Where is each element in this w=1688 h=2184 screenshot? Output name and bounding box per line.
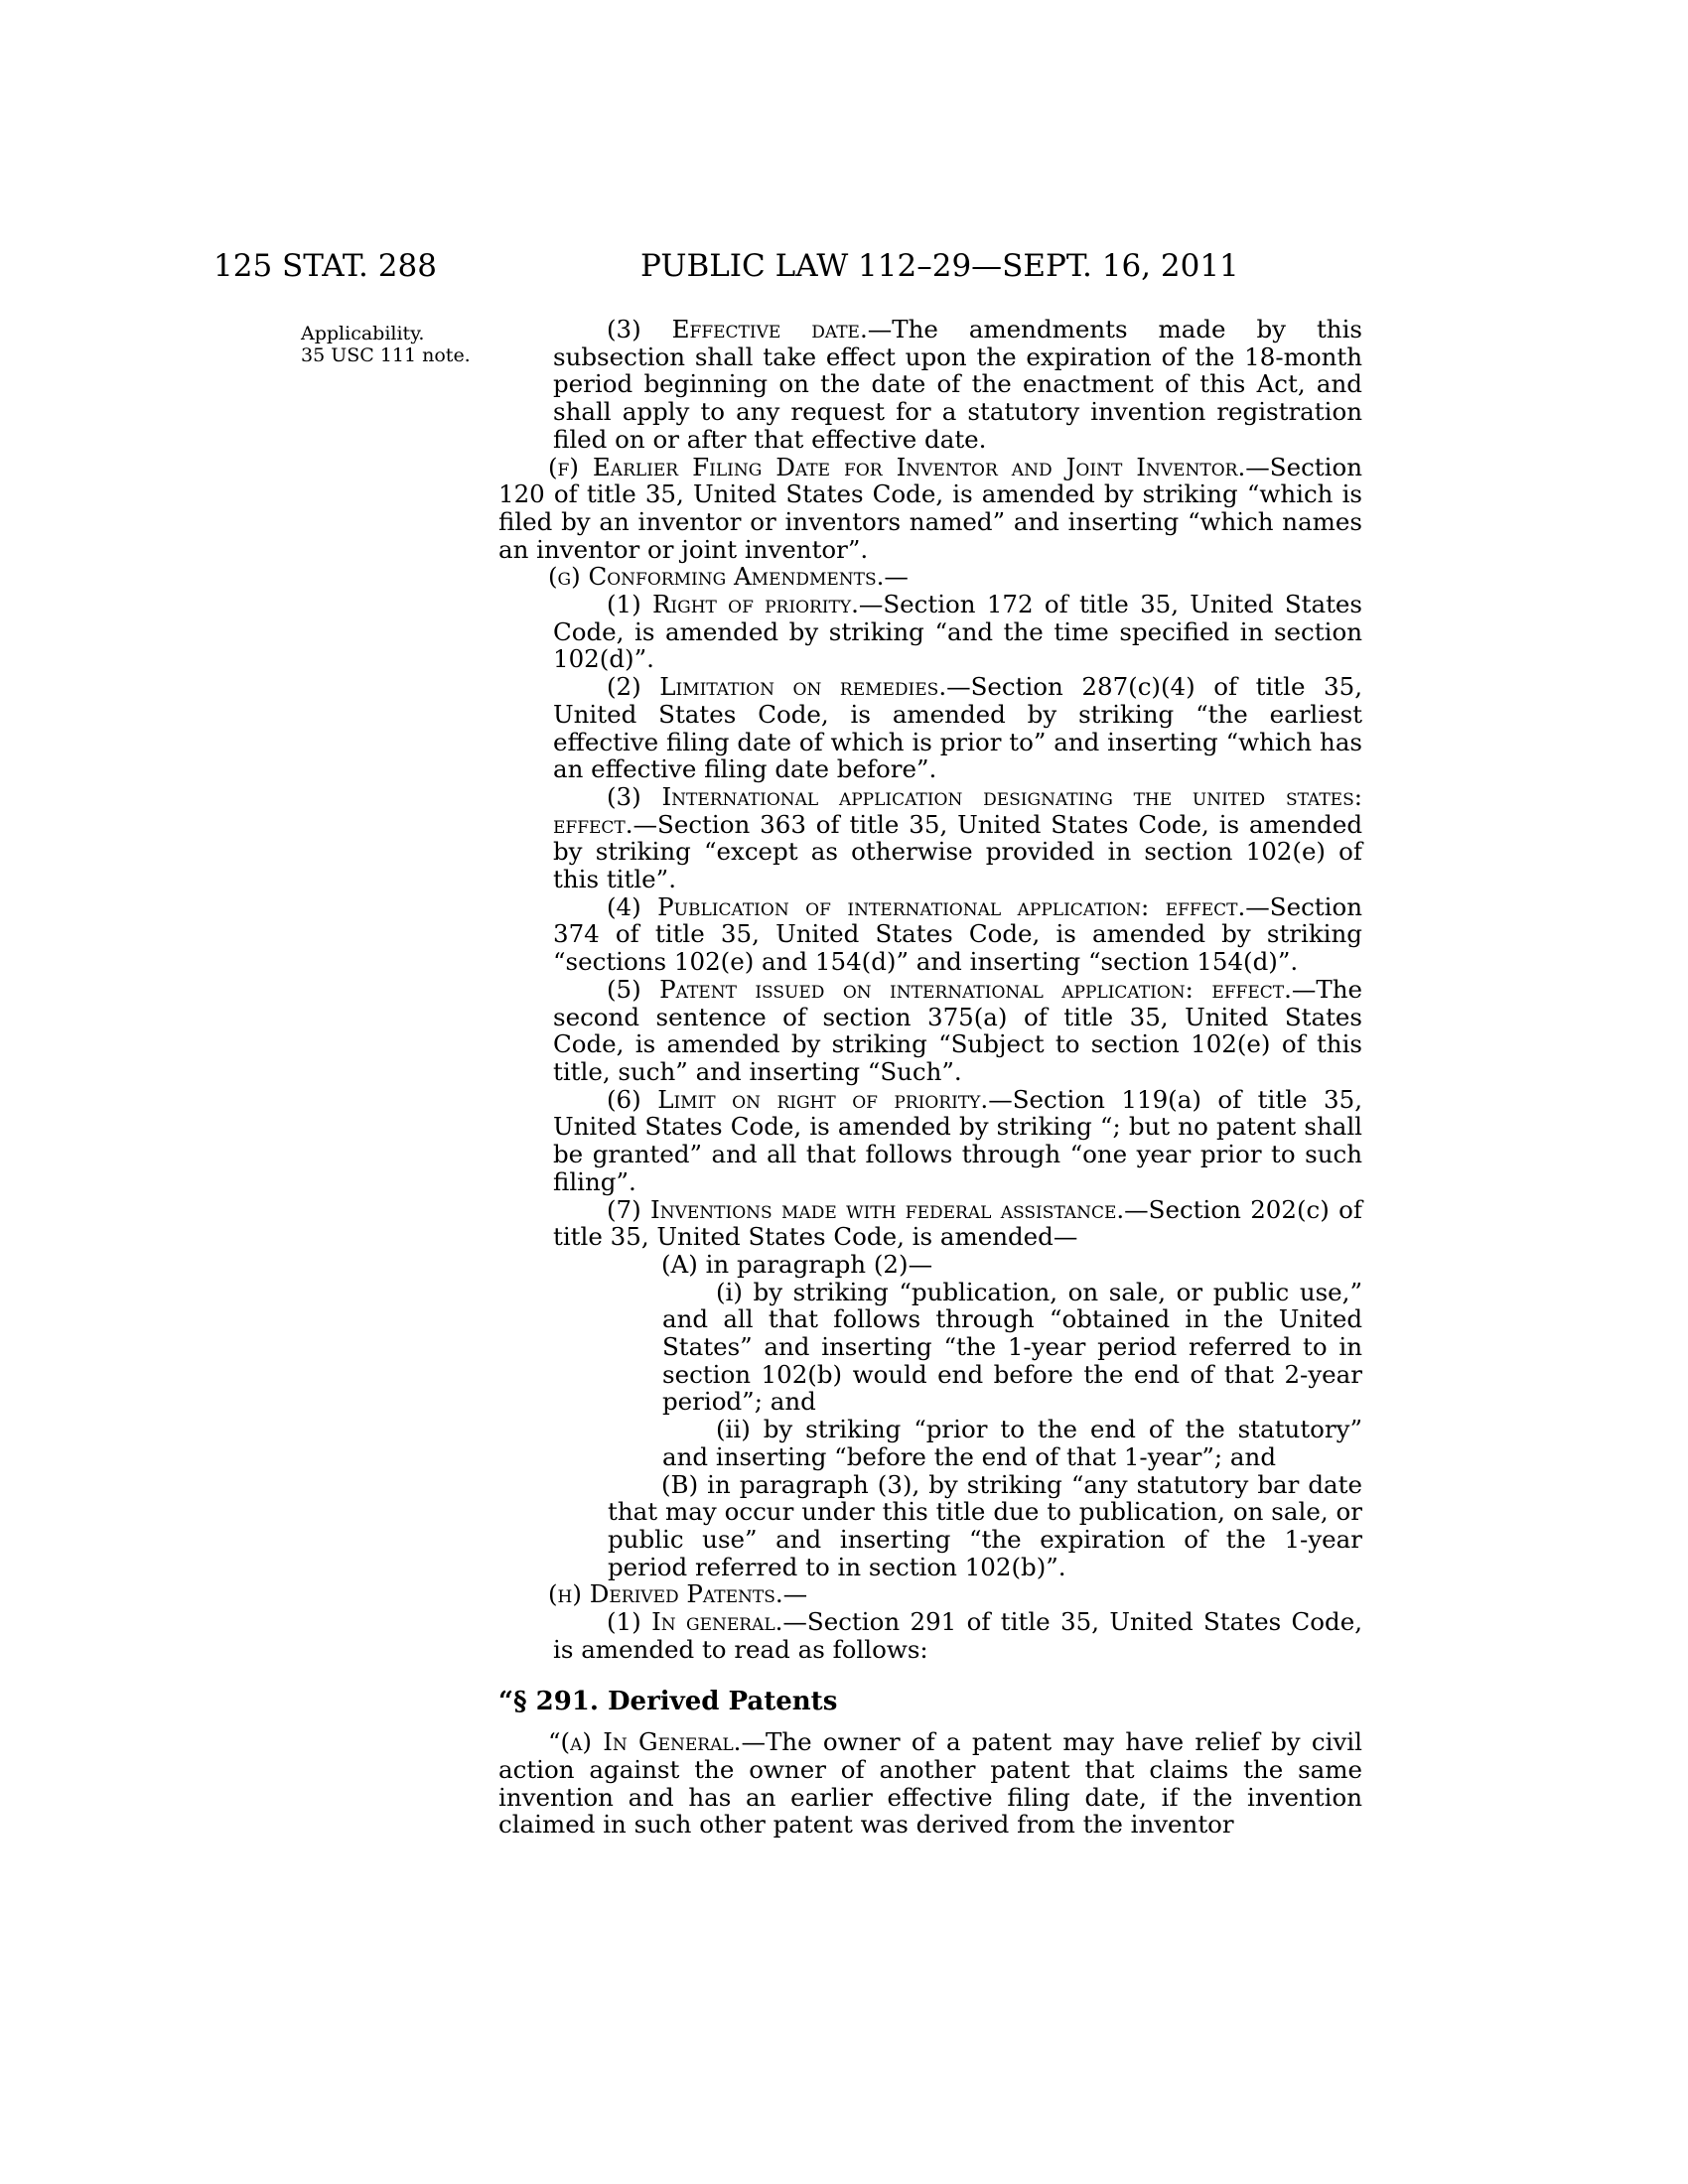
paragraph-291a-label: (a) In General. bbox=[560, 1727, 742, 1757]
paragraph-g5 bbox=[498, 976, 1362, 1086]
paragraph-e3-text: —The amendments made by this subsection shall take effect upon the expiration of the 18-month period beginning on the date of the enactment of this Act, and shall apply to any request for a statutory invention registration filed on or after that effective date. bbox=[553, 315, 1362, 454]
paragraph-291a-quote: “ bbox=[548, 1727, 561, 1757]
paragraph-f-text: —Section 120 of title 35, United States Code, is amended by striking “which is filed by an inventor or inventors named” and inserting “which names an inventor or joint inventor”. bbox=[498, 452, 1362, 564]
paragraph-g1 bbox=[498, 591, 1362, 673]
paragraph-f bbox=[498, 454, 1362, 564]
paragraph-291a bbox=[498, 1728, 1362, 1839]
document-body bbox=[498, 316, 1362, 1839]
paragraph-g4-text: —Section 374 of title 35, United States Code, is amended by striking “sections 102(e) and 154(d)” and inserting “section 154(d)”. bbox=[553, 891, 1362, 977]
page-title: PUBLIC LAW 112–29—SEPT. 16, 2011 bbox=[640, 248, 1239, 284]
margin-note bbox=[301, 323, 471, 366]
paragraph-g6-label: (6) Limit on right of priority. bbox=[607, 1084, 989, 1114]
paragraph-g5-label: (5) Patent issued on international application: effect. bbox=[607, 974, 1292, 1004]
paragraph-g-label: (g) Conforming Amendments. bbox=[548, 562, 885, 592]
paragraph-f-label: (f) Earlier Filing Date for Inventor and Joint Inventor. bbox=[548, 452, 1246, 481]
paragraph-g2 bbox=[498, 673, 1362, 783]
paragraph-g4 bbox=[498, 893, 1362, 976]
paragraph-291a-text: —The owner of a patent may have relief by civil action against the owner of another patent that claims the same invention and has an earlier effective filing date, if the invention claimed in such other patent was derived from the inventor bbox=[498, 1727, 1362, 1840]
paragraph-g3-label: (3) International application designating the united states: effect. bbox=[553, 781, 1362, 839]
paragraph-g7-a-ii: (ii) by striking “prior to the end of the statutory” and inserting “before the end of that 1-year”; and bbox=[662, 1415, 1362, 1471]
paragraph-h1 bbox=[498, 1608, 1362, 1663]
paragraph-g5-text: —The second sentence of section 375(a) of title 35, United States Code, is amended by striking “Subject to section 102(e) of this title, such” and inserting “Such”. bbox=[553, 974, 1362, 1086]
paragraph-g7-a: (A) in paragraph (2)— bbox=[661, 1249, 933, 1279]
paragraph-g2-text: —Section 287(c)(4) of title 35, United States Code, is amended by striking “the earliest effective filing date of which is prior to” and inserting “which has an effective filing date before”. bbox=[553, 672, 1362, 784]
paragraph-g2-label: (2) Limitation on remedies. bbox=[607, 672, 947, 702]
paragraph-g7-a-i: (i) by striking “publication, on sale, or public use,” and all that follows through “obtained in the United States” and inserting “the 1-year period referred to in section 102(b) would end before the end of that 2-year period”; and bbox=[662, 1277, 1362, 1417]
paragraph-h1-text: —Section 291 of title 35, United States Code, is amended to read as follows: bbox=[553, 1607, 1363, 1664]
paragraph-g1-label: (1) Right of priority. bbox=[607, 590, 859, 619]
paragraph-h1-label: (1) In general. bbox=[607, 1607, 783, 1637]
paragraph-e3-label: (3) Effective date. bbox=[607, 315, 868, 343]
paragraph-g6-text: —Section 119(a) of title 35, United States Code, is amended by striking “; but no patent shall be granted” and all that follows through “one year prior to such filing”. bbox=[553, 1084, 1363, 1196]
paragraph-h-text: — bbox=[782, 1579, 808, 1609]
paragraph-g7-text: —Section 202(c) of title 35, United States Code, is amended— bbox=[553, 1194, 1362, 1252]
paragraph-g4-label: (4) Publication of international application: effect. bbox=[607, 891, 1246, 921]
paragraph-g bbox=[498, 563, 1362, 591]
statute-page-number: 125 STAT. 288 bbox=[213, 248, 437, 284]
paragraph-g1-text: —Section 172 of title 35, United States Code, is amended by striking “and the time specified in section 102(d)”. bbox=[553, 590, 1362, 674]
paragraph-h bbox=[498, 1580, 1362, 1608]
paragraph-g3 bbox=[498, 783, 1362, 893]
paragraph-g6 bbox=[498, 1086, 1362, 1196]
paragraph-e3 bbox=[498, 316, 1362, 454]
paragraph-g7-b: (B) in paragraph (3), by striking “any statutory bar date that may occur under this title due to publication, on sale, or public use” and inserting “the expiration of the 1-year period referred to in section 102(b)”. bbox=[608, 1469, 1362, 1581]
paragraph-g3-text: —Section 363 of title 35, United States Code, is amended by striking “except as otherwise provided in section 102(e) of this title”. bbox=[553, 809, 1362, 894]
section-291-heading: “§ 291. Derived Patents bbox=[498, 1687, 838, 1717]
paragraph-g7 bbox=[498, 1196, 1362, 1251]
margin-note-line-1: Applicability. bbox=[301, 323, 425, 344]
paragraph-g7-label: (7) Inventions made with federal assistance. bbox=[607, 1194, 1125, 1224]
margin-note-line-2: 35 USC 111 note. bbox=[301, 344, 471, 366]
paragraph-g-text: — bbox=[884, 562, 909, 592]
paragraph-h-label: (h) Derived Patents. bbox=[548, 1579, 783, 1609]
